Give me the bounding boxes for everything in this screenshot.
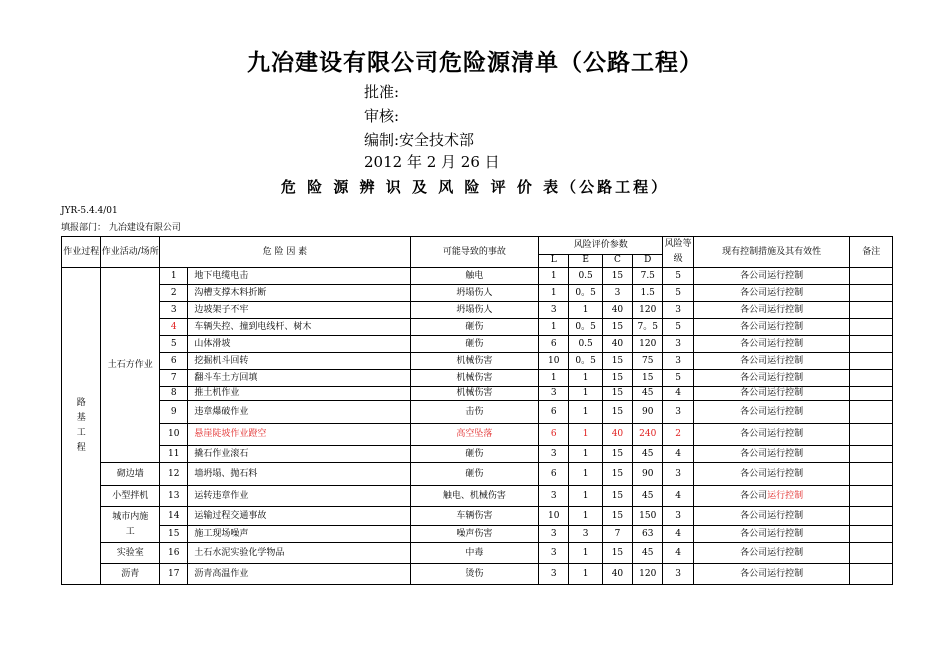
row-control: 各公司运行控制	[693, 302, 850, 319]
row-no: 17	[160, 564, 188, 585]
row-L: 10	[539, 507, 569, 526]
header-remark: 备注	[850, 237, 893, 268]
row-E: 1	[569, 370, 602, 387]
row-E: 1	[569, 302, 602, 319]
row-no: 7	[160, 370, 188, 387]
approve-label: 批准:	[364, 83, 400, 101]
row-D: 90	[633, 463, 663, 486]
row-no: 16	[160, 543, 188, 564]
row-remark	[850, 564, 893, 585]
row-control: 各公司运行控制	[693, 424, 850, 446]
row-L: 3	[539, 486, 569, 507]
row-hazard: 车辆失控、撞到电线杆、树木	[188, 319, 410, 336]
row-accident: 击伤	[410, 401, 538, 424]
activity-asphalt: 沥青	[101, 564, 160, 585]
row-C: 15	[602, 401, 632, 424]
row-level: 3	[663, 401, 693, 424]
row-C: 15	[602, 319, 632, 336]
row-remark	[850, 507, 893, 526]
row-accident: 触电	[410, 268, 538, 285]
row-accident: 噪声伤害	[410, 526, 538, 543]
row-level: 3	[663, 463, 693, 486]
row-level: 5	[663, 285, 693, 302]
row-E: 1	[569, 446, 602, 463]
row-remark	[850, 387, 893, 401]
hazard-table	[61, 236, 893, 585]
row-E: 1	[569, 564, 602, 585]
row-hazard: 山体滑坡	[188, 336, 410, 353]
row-L: 3	[539, 543, 569, 564]
header-accident: 可能导致的事故	[410, 237, 538, 268]
row-D: 75	[633, 353, 663, 370]
document-code: JYR-5.4.4/01	[61, 206, 118, 216]
row-L: 3	[539, 387, 569, 401]
row-L: 1	[539, 268, 569, 285]
header-activity: 作业活动/场所	[101, 237, 160, 268]
activity-retaining-wall: 砌边墙	[101, 463, 160, 486]
activity-mixer: 小型拌机	[101, 486, 160, 507]
row-L: 10	[539, 353, 569, 370]
row-L: 3	[539, 446, 569, 463]
row-E: 1	[569, 401, 602, 424]
row-E: 1	[569, 463, 602, 486]
activity-lab: 实验室	[101, 543, 160, 564]
row-L: 6	[539, 424, 569, 446]
row-control: 各公司运行控制	[693, 353, 850, 370]
row-level: 3	[663, 353, 693, 370]
review-label: 审核:	[364, 107, 400, 125]
row-E: 1	[569, 543, 602, 564]
row-C: 40	[602, 336, 632, 353]
row-C: 15	[602, 446, 632, 463]
header-C: C	[602, 254, 632, 267]
row-remark	[850, 424, 893, 446]
row-E: 3	[569, 526, 602, 543]
activity-city: 城市内施工	[101, 507, 160, 543]
row-L: 3	[539, 526, 569, 543]
row-no: 8	[160, 387, 188, 401]
reporting-dept: 填报部门： 九冶建设有限公司	[61, 223, 181, 233]
row-C: 40	[602, 302, 632, 319]
header-hazard: 危 险 因 素	[160, 237, 411, 268]
process-road-cell: 路基工程	[62, 268, 101, 585]
row-accident: 中毒	[410, 543, 538, 564]
row-hazard: 运输过程交通事故	[188, 507, 410, 526]
row-C: 15	[602, 507, 632, 526]
row-L: 3	[539, 564, 569, 585]
row-hazard: 沥青高温作业	[188, 564, 410, 585]
row-C: 3	[602, 285, 632, 302]
table-title: 危 险 源 辨 识 及 风 险 评 价 表（公路工程）	[280, 178, 670, 196]
row-no: 9	[160, 401, 188, 424]
row-level: 4	[663, 543, 693, 564]
row-level: 3	[663, 336, 693, 353]
row-no: 3	[160, 302, 188, 319]
row-L: 3	[539, 302, 569, 319]
row-hazard: 挖掘机斗回转	[188, 353, 410, 370]
row-E: 1	[569, 507, 602, 526]
row-hazard: 沟槽支撑木料折断	[188, 285, 410, 302]
row-hazard: 土石水泥实验化学物品	[188, 543, 410, 564]
row-D: 120	[633, 336, 663, 353]
header-L: L	[539, 254, 569, 267]
row-level: 4	[663, 526, 693, 543]
row-accident: 烫伤	[410, 564, 538, 585]
row-control: 各公司运行控制	[693, 319, 850, 336]
row-E: 0.5	[569, 268, 602, 285]
row-remark	[850, 336, 893, 353]
row-D: 45	[633, 387, 663, 401]
row-D: 7.5	[633, 268, 663, 285]
row-accident: 车辆伤害	[410, 507, 538, 526]
row-no: 14	[160, 507, 188, 526]
row-control: 各公司运行控制	[693, 564, 850, 585]
row-C: 15	[602, 387, 632, 401]
row-hazard: 翻斗车土方回填	[188, 370, 410, 387]
row-C: 15	[602, 370, 632, 387]
row-accident: 机械伤害	[410, 370, 538, 387]
row-accident: 触电、机械伤害	[410, 486, 538, 507]
row-no: 5	[160, 336, 188, 353]
row-level: 3	[663, 302, 693, 319]
header-control: 现有控制措施及其有效性	[693, 237, 850, 268]
row-E: 1	[569, 424, 602, 446]
row-level: 2	[663, 424, 693, 446]
row-control: 各公司运行控制	[693, 370, 850, 387]
row-accident: 砸伤	[410, 319, 538, 336]
row-accident: 砸伤	[410, 463, 538, 486]
row-E: 1	[569, 387, 602, 401]
row-control: 各公司运行控制	[693, 446, 850, 463]
row-D: 45	[633, 543, 663, 564]
row-D: 240	[633, 424, 663, 446]
row-level: 3	[663, 564, 693, 585]
row-accident: 机械伤害	[410, 353, 538, 370]
row-control: 各公司运行控制	[693, 543, 850, 564]
row-remark	[850, 302, 893, 319]
row-level: 3	[663, 507, 693, 526]
row-control: 各公司运行控制	[693, 268, 850, 285]
row-E: 0。5	[569, 353, 602, 370]
row-D: 150	[633, 507, 663, 526]
row-E: 1	[569, 486, 602, 507]
row-remark	[850, 526, 893, 543]
row-E: 0。5	[569, 319, 602, 336]
activity-earthwork: 土石方作业	[101, 268, 160, 463]
row-C: 15	[602, 486, 632, 507]
row-no: 2	[160, 285, 188, 302]
row-C: 7	[602, 526, 632, 543]
row-control: 各公司运行控制	[693, 486, 850, 507]
row-hazard: 墙坍塌、抛石料	[188, 463, 410, 486]
row-control: 各公司运行控制	[693, 401, 850, 424]
row-C: 40	[602, 564, 632, 585]
row-D: 15	[633, 370, 663, 387]
row-no: 11	[160, 446, 188, 463]
row-no: 4	[160, 319, 188, 336]
row-C: 15	[602, 543, 632, 564]
row-remark	[850, 463, 893, 486]
row-control: 各公司运行控制	[693, 526, 850, 543]
row-hazard: 悬崖陡坡作业蹬空	[188, 424, 410, 446]
row-L: 6	[539, 401, 569, 424]
row-level: 4	[663, 486, 693, 507]
row-D: 90	[633, 401, 663, 424]
row-no: 12	[160, 463, 188, 486]
row-D: 1.5	[633, 285, 663, 302]
row-D: 7。5	[633, 319, 663, 336]
row-C: 40	[602, 424, 632, 446]
row-control: 各公司运行控制	[693, 387, 850, 401]
row-remark	[850, 446, 893, 463]
row-level: 4	[663, 446, 693, 463]
header-process: 作业过程	[62, 237, 101, 268]
row-remark	[850, 370, 893, 387]
row-L: 1	[539, 319, 569, 336]
row-E: 0.5	[569, 336, 602, 353]
row-hazard: 边坡架子不牢	[188, 302, 410, 319]
row-D: 45	[633, 486, 663, 507]
row-C: 15	[602, 353, 632, 370]
row-hazard: 推土机作业	[188, 387, 410, 401]
row-L: 6	[539, 463, 569, 486]
row-accident: 坍塌伤人	[410, 285, 538, 302]
row-level: 5	[663, 370, 693, 387]
row-remark	[850, 401, 893, 424]
row-control: 各公司运行控制	[693, 285, 850, 302]
row-accident: 机械伤害	[410, 387, 538, 401]
row-D: 120	[633, 564, 663, 585]
row-E: 0。5	[569, 285, 602, 302]
row-control: 各公司运行控制	[693, 336, 850, 353]
row-no: 15	[160, 526, 188, 543]
row-C: 15	[602, 463, 632, 486]
row-no: 10	[160, 424, 188, 446]
row-accident: 砸伤	[410, 446, 538, 463]
row-hazard: 违章爆破作业	[188, 401, 410, 424]
row-no: 6	[160, 353, 188, 370]
row-L: 1	[539, 370, 569, 387]
header-E: E	[569, 254, 602, 267]
row-L: 6	[539, 336, 569, 353]
header-level: 风险等级	[663, 237, 693, 268]
row-remark	[850, 319, 893, 336]
row-remark	[850, 543, 893, 564]
row-hazard: 撬石作业滚石	[188, 446, 410, 463]
row-C: 15	[602, 268, 632, 285]
row-control: 各公司运行控制	[693, 507, 850, 526]
row-hazard: 运转违章作业	[188, 486, 410, 507]
row-remark	[850, 353, 893, 370]
row-remark	[850, 268, 893, 285]
row-D: 45	[633, 446, 663, 463]
row-accident: 坍塌伤人	[410, 302, 538, 319]
row-no: 13	[160, 486, 188, 507]
row-no: 1	[160, 268, 188, 285]
row-remark	[850, 285, 893, 302]
row-D: 63	[633, 526, 663, 543]
header-params: 风险评价参数	[539, 237, 663, 255]
row-level: 5	[663, 319, 693, 336]
header-D: D	[633, 254, 663, 267]
row-D: 120	[633, 302, 663, 319]
row-remark	[850, 486, 893, 507]
row-accident: 高空坠落	[410, 424, 538, 446]
date-label: 2012 年 2 月 26 日	[364, 153, 500, 171]
row-control: 各公司运行控制	[693, 463, 850, 486]
row-level: 4	[663, 387, 693, 401]
row-hazard: 地下电缆电击	[188, 268, 410, 285]
row-accident: 砸伤	[410, 336, 538, 353]
row-hazard: 施工现场噪声	[188, 526, 410, 543]
row-level: 5	[663, 268, 693, 285]
document-title: 九冶建设有限公司危险源清单（公路工程）	[247, 50, 703, 76]
compiler-label: 编制:安全技术部	[364, 131, 475, 149]
row-L: 1	[539, 285, 569, 302]
